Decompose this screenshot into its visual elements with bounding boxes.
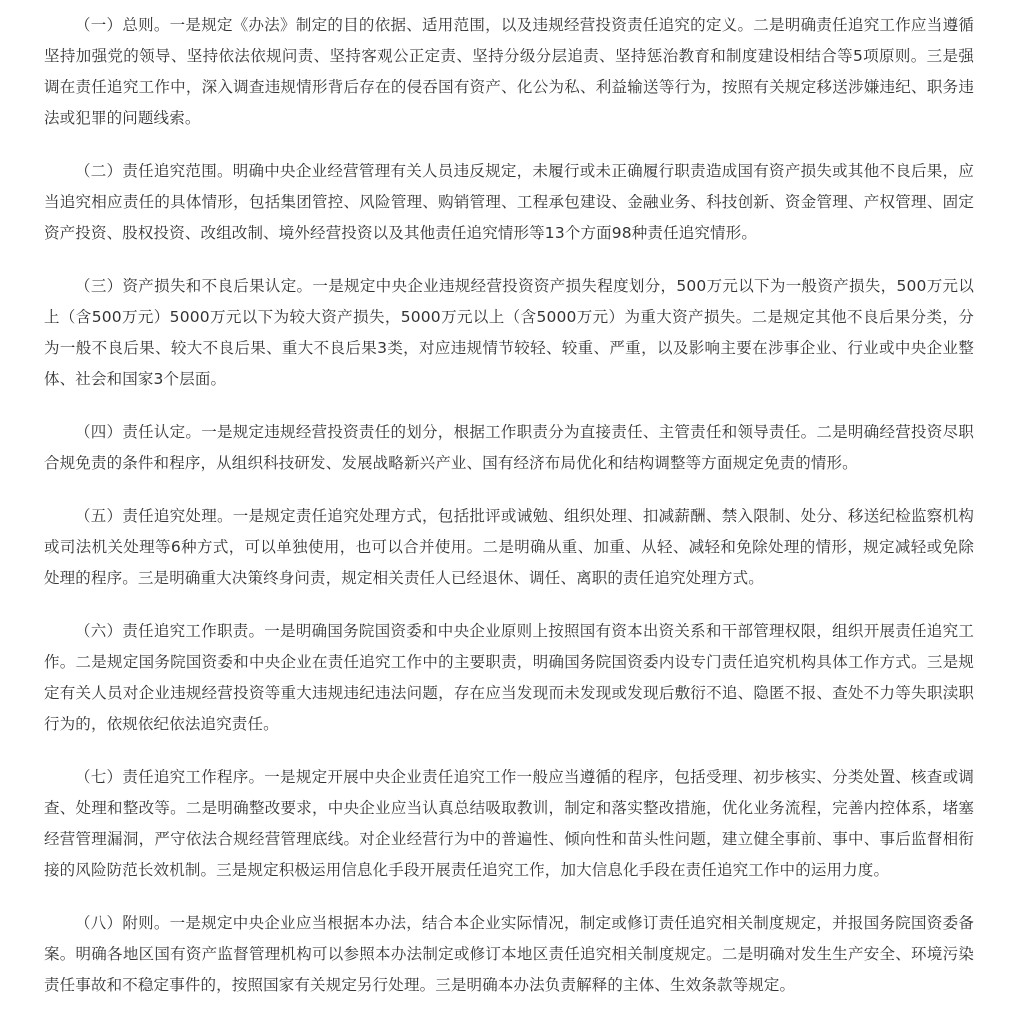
paragraph-accountability-scope: （二）责任追究范围。明确中央企业经营管理有关人员违反规定，未履行或未正确履行职责造成国有资产损失或其他不良后果，应当追究相应责任的具体情形，包括集团管控、风险管理、购销管理、工程承包建设、金融业务、科技创新、资金管理、产权管理、固定资产投资、股权投资、改组改制、境外经营投资以及其他责任追究情形等13个方面98种责任追究情形。 — [44, 162, 974, 242]
paragraph-general-provisions: （一）总则。一是规定《办法》制定的目的依据、适用范围，以及违规经营投资责任追究的定义。二是明确责任追究工作应当遵循坚持加强党的领导、坚持依法依规问责、坚持客观公正定责、坚持分级分层追责、坚持惩治教育和制度建设相结合等5项原则。三是强调在责任追究工作中，深入调查违规情形背后存在的侵吞国有资产、化公为私、利益输送等行为，按照有关规定移送涉嫌违纪、职务违法或犯罪的问题线索。 — [44, 16, 974, 127]
paragraph-supplementary-provisions: （八）附则。一是规定中央企业应当根据本办法，结合本企业实际情况，制定或修订责任追究相关制度规定，并报国务院国资委备案。明确各地区国有资产监督管理机构可以参照本办法制定或修订本地区责任追究相关制度规定。二是明确对发生生产安全、环境污染责任事故和不稳定事件的，按照国家有关规定另行处理。三是明确本办法负责解释的主体、生效条款等规定。 — [44, 914, 974, 994]
paragraph-accountability-procedures: （七）责任追究工作程序。一是规定开展中央企业责任追究工作一般应当遵循的程序，包括受理、初步核实、分类处置、核查或调查、处理和整改等。二是明确整改要求，中央企业应当认真总结吸取教训，制定和落实整改措施，优化业务流程，完善内控体系，堵塞经营管理漏洞，严守依法合规经营管理底线。对企业经营行为中的普遍性、倾向性和苗头性问题，建立健全事前、事中、事后监督相衔接的风险防范长效机制。三是规定积极运用信息化手段开展责任追究工作，加大信息化手段在责任追究工作中的运用力度。 — [44, 768, 974, 879]
paragraph-responsibility-determination: （四）责任认定。一是规定违规经营投资责任的划分，根据工作职责分为直接责任、主管责任和领导责任。二是明确经营投资尽职合规免责的条件和程序，从组织科技研发、发展战略新兴产业、国有经济布局优化和结构调整等方面规定免责的情形。 — [44, 423, 974, 472]
paragraph-accountability-duties: （六）责任追究工作职责。一是明确国务院国资委和中央企业原则上按照国有资本出资关系和干部管理权限，组织开展责任追究工作。二是规定国务院国资委和中央企业在责任追究工作中的主要职责，明确国务院国资委内设专门责任追究机构具体工作方式。三是规定有关人员对企业违规经营投资等重大违规违纪违法问题，存在应当发现而未发现或发现后敷衍不追、隐匿不报、查处不力等失职渎职行为的，依规依纪依法追究责任。 — [44, 622, 974, 733]
paragraph-loss-determination: （三）资产损失和不良后果认定。一是规定中央企业违规经营投资资产损失程度划分，500万元以下为一般资产损失，500万元以上（含500万元）5000万元以下为较大资产损失，5000万元以上（含5000万元）为重大资产损失。二是规定其他不良后果分类，分为一般不良后果、较大不良后果、重大不良后果3类，对应违规情节较轻、较重、严重，以及影响主要在涉事企业、行业或中央企业整体、社会和国家3个层面。 — [44, 277, 974, 388]
paragraph-accountability-handling: （五）责任追究处理。一是规定责任追究处理方式，包括批评或诫勉、组织处理、扣减薪酬、禁入限制、处分、移送纪检监察机构或司法机关处理等6种方式，可以单独使用，也可以合并使用。二是明确从重、加重、从轻、减轻和免除处理的情形，规定减轻或免除处理的程序。三是明确重大决策终身问责，规定相关责任人已经退休、调任、离职的责任追究处理方式。 — [44, 507, 974, 587]
